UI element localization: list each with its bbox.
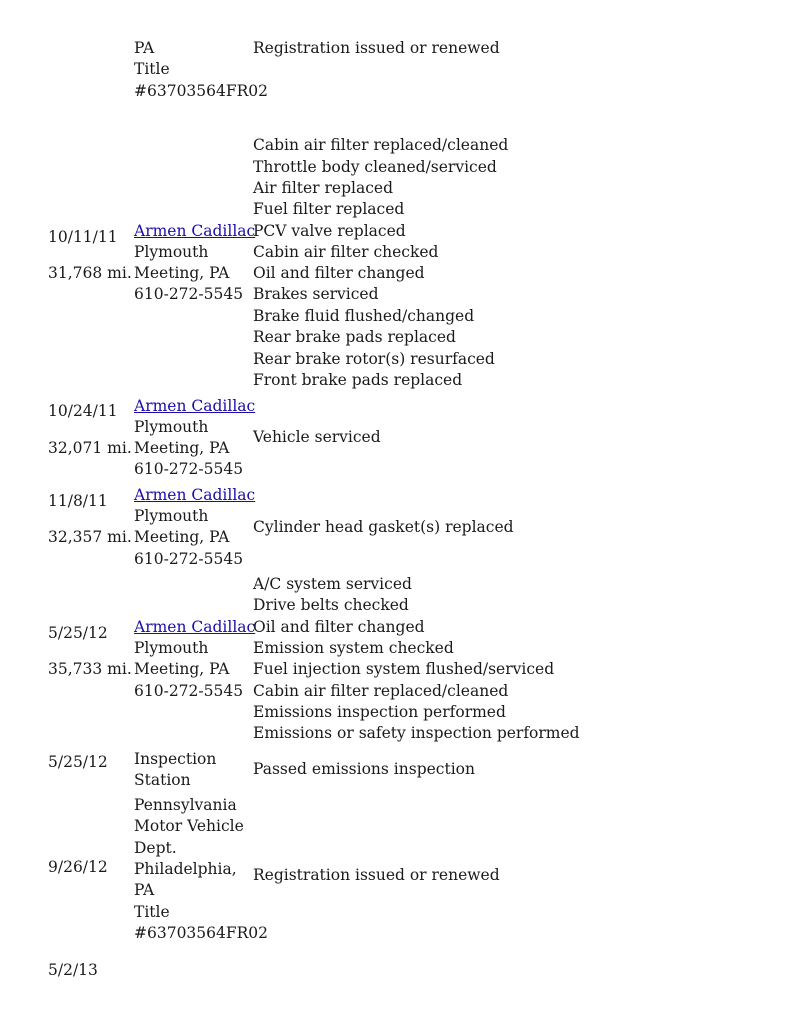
record-mileage: 32,357 mi. [48,528,132,546]
source-line: Title [134,60,170,78]
detail-item: Brakes serviced [253,285,379,303]
source-line: Philadelphia, [134,860,237,878]
detail-item: Emissions inspection performed [253,703,506,721]
source-line: Station [134,771,191,789]
detail-item: Oil and filter changed [253,264,425,282]
detail-item: Registration issued or renewed [253,866,500,884]
record-mileage: 32,071 mi. [48,439,132,457]
source-line: 610-272-5545 [134,682,244,700]
dealer-link[interactable]: Armen Cadillac [134,222,256,240]
detail-item: Air filter replaced [253,179,393,197]
record-date: 5/25/12 [48,753,108,771]
source-line: Plymouth [134,243,209,261]
source-line: Title [134,903,170,921]
detail-item: Vehicle serviced [253,428,381,446]
record-date: 10/11/11 [48,228,118,246]
detail-item: Registration issued or renewed [253,39,500,57]
detail-item: Fuel filter replaced [253,200,405,218]
record-date: 9/26/12 [48,858,108,876]
detail-item: Passed emissions inspection [253,760,475,778]
source-line: #63703564FR02 [134,924,269,942]
detail-item: Brake fluid flushed/changed [253,307,475,325]
detail-item: Emission system checked [253,639,454,657]
record-mileage: 31,768 mi. [48,264,132,282]
detail-item: PCV valve replaced [253,222,406,240]
source-line: Pennsylvania [134,796,237,814]
source-line: Meeting, PA [134,660,230,678]
detail-item: Fuel injection system flushed/serviced [253,660,555,678]
detail-item: A/C system serviced [253,575,412,593]
record-date: 5/25/12 [48,624,108,642]
detail-item: Front brake pads replaced [253,371,463,389]
source-line: Meeting, PA [134,528,230,546]
source-line: Meeting, PA [134,439,230,457]
record-date: 11/8/11 [48,492,108,510]
source-line: Dept. [134,839,177,857]
detail-item: Drive belts checked [253,596,409,614]
detail-item: Throttle body cleaned/serviced [253,158,497,176]
source-line: 610-272-5545 [134,460,244,478]
detail-item: Cabin air filter replaced/cleaned [253,682,509,700]
source-line: Plymouth [134,507,209,525]
source-line: PA [134,881,155,899]
detail-item: Cabin air filter checked [253,243,439,261]
source-line: Inspection [134,750,217,768]
detail-item: Cylinder head gasket(s) replaced [253,518,514,536]
dealer-link[interactable]: Armen Cadillac [134,618,256,636]
dealer-link[interactable]: Armen Cadillac [134,486,256,504]
source-line: 610-272-5545 [134,550,244,568]
source-line: Motor Vehicle [134,817,244,835]
detail-item: Emissions or safety inspection performed [253,724,580,742]
dealer-link[interactable]: Armen Cadillac [134,397,256,415]
source-line: Plymouth [134,639,209,657]
source-line: #63703564FR02 [134,82,269,100]
detail-item: Oil and filter changed [253,618,425,636]
source-line: 610-272-5545 [134,285,244,303]
record-date: 10/24/11 [48,402,118,420]
record-mileage: 35,733 mi. [48,660,132,678]
detail-item: Rear brake rotor(s) resurfaced [253,350,495,368]
record-date: 5/2/13 [48,961,98,979]
detail-item: Rear brake pads replaced [253,328,456,346]
detail-item: Cabin air filter replaced/cleaned [253,136,509,154]
source-line: Plymouth [134,418,209,436]
source-line: PA [134,39,155,57]
source-line: Meeting, PA [134,264,230,282]
